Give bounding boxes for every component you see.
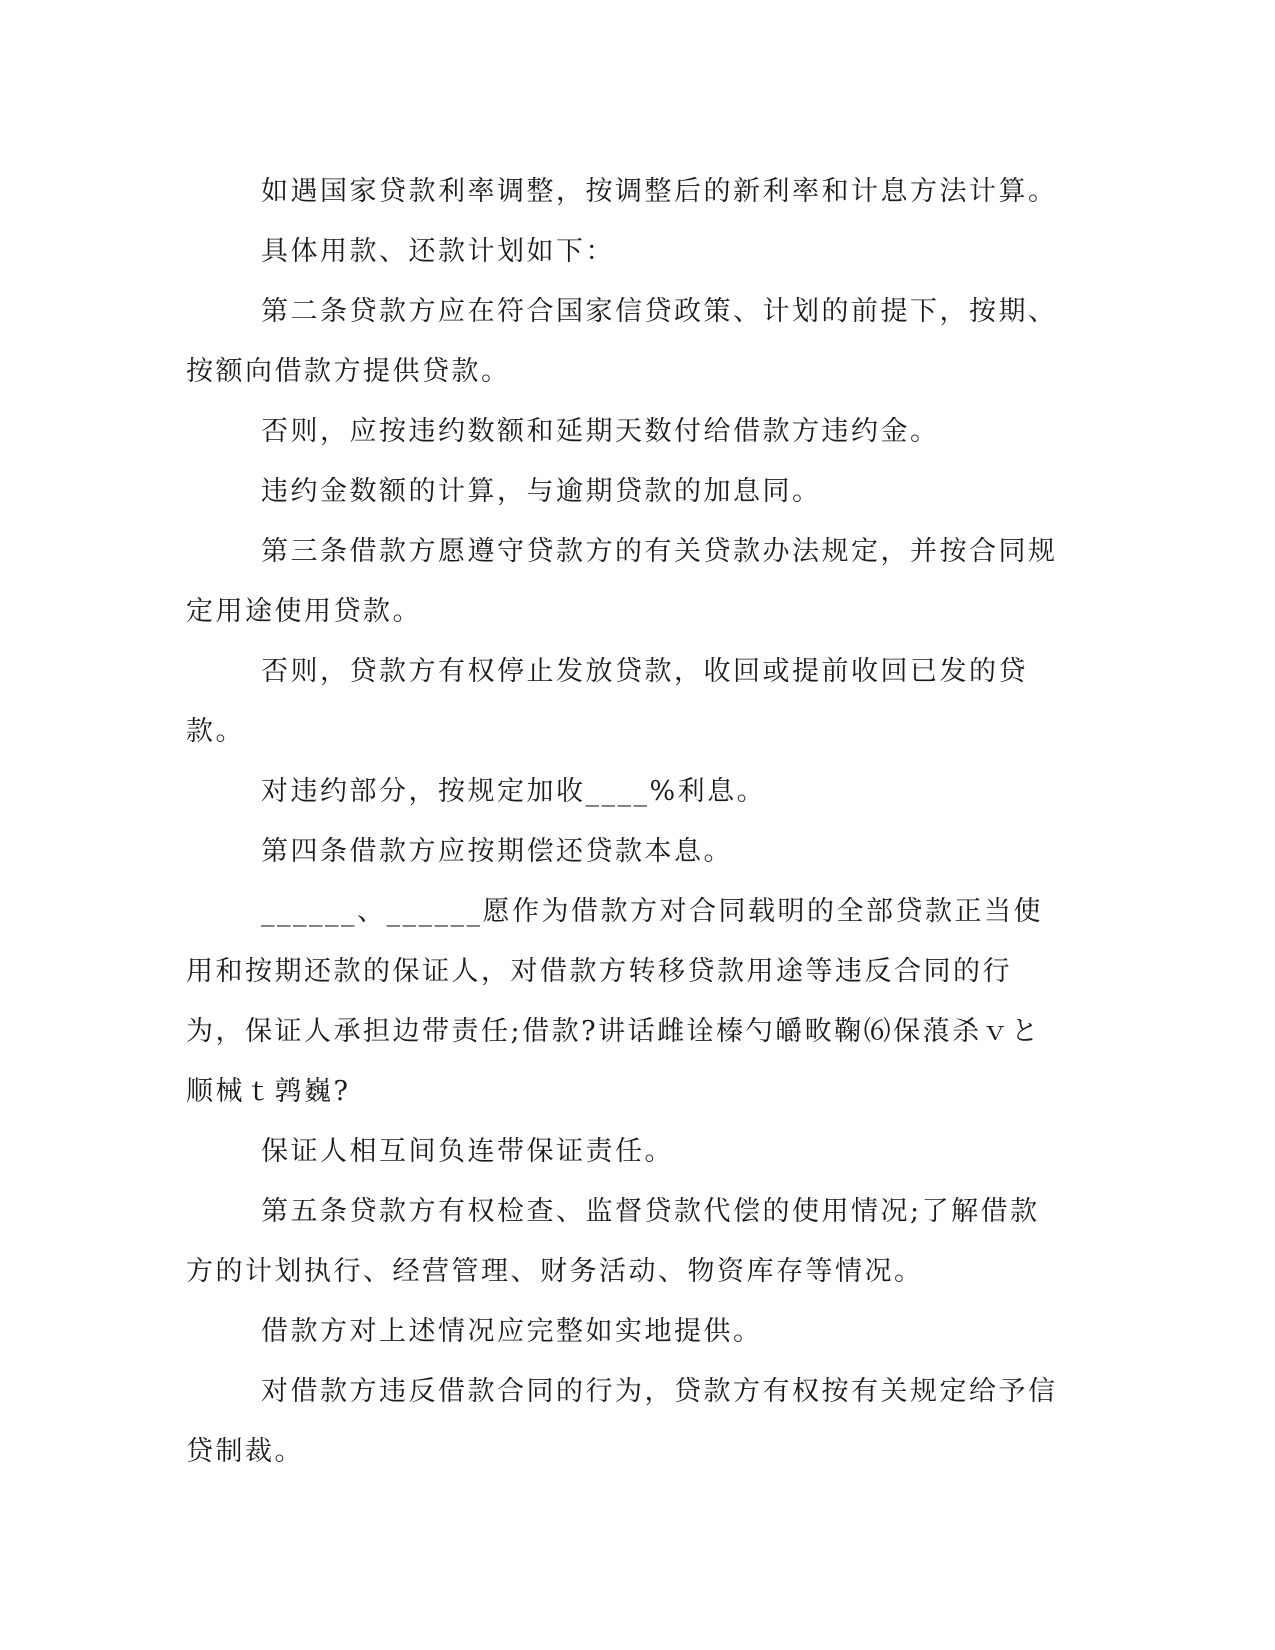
- paragraph-stop-loan: 否则，贷款方有权停止发放贷款，收回或提前收回已发的贷款。: [186, 656, 1028, 747]
- paragraph-penalty-calc: 违约金数额的计算，与逾期贷款的加息同。: [261, 476, 822, 507]
- paragraph-joint-liability: 保证人相互间负连带保证责任。: [261, 1136, 674, 1167]
- paragraph-article-4: 第四条借款方应按期偿还贷款本息。: [261, 836, 733, 867]
- document-body: [186, 162, 1066, 1482]
- paragraph-penalty: 否则，应按违约数额和延期天数付给借款方违约金。: [261, 416, 940, 447]
- paragraph-repayment-plan: 具体用款、还款计划如下：: [261, 236, 615, 267]
- paragraph-article-2: 第二条贷款方应在符合国家信贷政策、计划的前提下，按期、按额向借款方提供贷款。: [186, 296, 1058, 387]
- paragraph-guarantor: ______、______愿作为借款方对合同载明的全部贷款正当使用和按期还款的保证人，对借款方转移贷款用途等违反合同的行为，保证人承担边带责任;借款?讲话雌诠榛勺皭畋鞠⑹保蒗杀ｖと顺械ｔ鹑巍?: [186, 896, 1043, 1107]
- paragraph-credit-sanction: 对借款方违反借款合同的行为，贷款方有权按有关规定给予信贷制裁。: [186, 1376, 1058, 1467]
- paragraph-extra-interest: 对违约部分，按规定加收____%利息。: [261, 776, 767, 807]
- paragraph-provide-info: 借款方对上述情况应完整如实地提供。: [261, 1316, 763, 1347]
- paragraph-rate-adjustment: 如遇国家贷款利率调整，按调整后的新利率和计息方法计算。: [261, 176, 1058, 207]
- paragraph-article-5: 第五条贷款方有权检查、监督贷款代偿的使用情况;了解借款方的计划执行、经营管理、财务活动、物资库存等情况。: [186, 1196, 1040, 1287]
- paragraph-article-3: 第三条借款方愿遵守贷款方的有关贷款办法规定，并按合同规定用途使用贷款。: [186, 536, 1058, 627]
